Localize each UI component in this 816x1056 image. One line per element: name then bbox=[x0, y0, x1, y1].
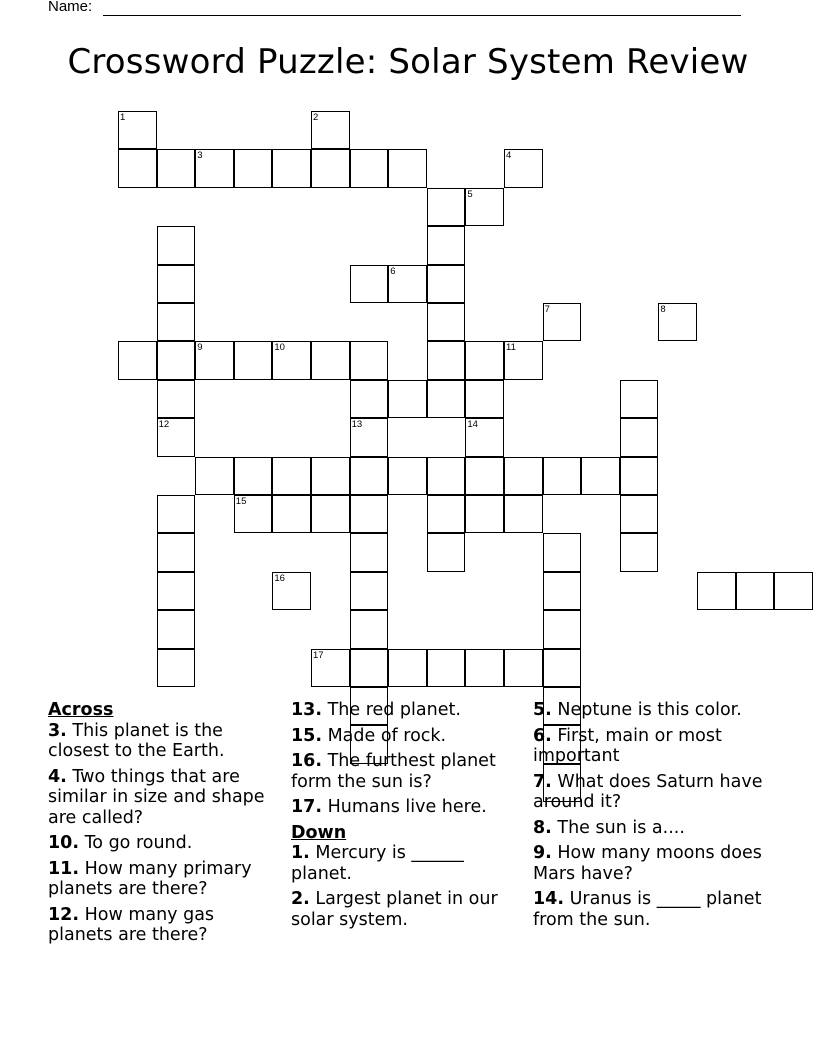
crossword-cell[interactable] bbox=[465, 418, 504, 456]
clue-number: 9 bbox=[197, 342, 203, 354]
crossword-cell[interactable] bbox=[427, 188, 466, 226]
clue-item-number: 3. bbox=[48, 720, 67, 741]
crossword-cell[interactable] bbox=[195, 457, 234, 495]
clue-item-number: 8. bbox=[533, 817, 552, 838]
clue-number: 16 bbox=[274, 572, 285, 584]
clue-item bbox=[291, 700, 527, 721]
crossword-cell[interactable] bbox=[427, 341, 466, 379]
clue-item bbox=[48, 721, 284, 762]
clue-item bbox=[48, 905, 284, 946]
clue-item-number: 7. bbox=[533, 771, 552, 792]
across-heading: Across bbox=[48, 700, 114, 720]
crossword-cell[interactable] bbox=[620, 380, 659, 418]
down-clue-list bbox=[533, 700, 769, 930]
clue-number: 3 bbox=[197, 150, 203, 162]
crossword-cell[interactable] bbox=[350, 495, 389, 533]
clue-number: 1 bbox=[120, 112, 126, 123]
clue-number: 15 bbox=[235, 496, 247, 507]
clue-item-text: The sun is a.... bbox=[551, 817, 685, 838]
crossword-cell[interactable] bbox=[157, 495, 196, 533]
crossword-cell[interactable] bbox=[350, 149, 389, 187]
crossword-cell[interactable] bbox=[427, 303, 466, 341]
crossword-cell[interactable] bbox=[620, 533, 659, 571]
clue-item bbox=[48, 767, 284, 829]
clue-item bbox=[533, 818, 769, 839]
crossword-cell[interactable] bbox=[350, 418, 389, 456]
clue-item-number: 4. bbox=[48, 766, 67, 787]
crossword-cell[interactable] bbox=[157, 265, 196, 303]
crossword-cell[interactable] bbox=[465, 495, 504, 533]
clue-item-number: 14. bbox=[533, 889, 565, 909]
clue-item-number: 5. bbox=[533, 700, 552, 720]
clue-item-text: Largest planet in our solar system. bbox=[291, 889, 498, 930]
clue-item-text: How many moons does Mars have? bbox=[533, 843, 762, 884]
crossword-cell[interactable] bbox=[157, 610, 196, 648]
clue-item-text: This planet is the closest to the Earth. bbox=[48, 720, 225, 761]
clue-number: 10 bbox=[274, 342, 285, 354]
crossword-cell[interactable] bbox=[350, 649, 389, 687]
crossword-cell[interactable] bbox=[157, 303, 196, 341]
crossword-cell[interactable] bbox=[272, 572, 311, 610]
clue-number: 7 bbox=[544, 304, 550, 315]
crossword-cell[interactable] bbox=[272, 341, 311, 379]
clue-item-text: Neptune is this color. bbox=[551, 700, 742, 720]
clue-number: 4 bbox=[506, 150, 512, 162]
crossword-cell[interactable] bbox=[350, 457, 389, 495]
crossword-cell[interactable] bbox=[388, 649, 427, 687]
crossword-cell[interactable] bbox=[465, 341, 504, 379]
crossword-cell[interactable] bbox=[157, 572, 196, 610]
crossword-cell[interactable] bbox=[311, 149, 350, 187]
crossword-cell[interactable] bbox=[427, 226, 466, 264]
across-clue-list bbox=[48, 721, 284, 946]
clue-item bbox=[533, 700, 769, 721]
clue-number: 2 bbox=[313, 112, 319, 123]
crossword-cell[interactable] bbox=[504, 341, 543, 379]
clue-number: 14 bbox=[467, 419, 478, 431]
crossword-cell[interactable] bbox=[543, 457, 582, 495]
clue-item bbox=[291, 751, 527, 792]
clue-item-text: What does Saturn have around it? bbox=[533, 771, 763, 812]
crossword-cell[interactable] bbox=[620, 457, 659, 495]
crossword-cell[interactable] bbox=[465, 188, 504, 226]
crossword-cell[interactable] bbox=[504, 495, 543, 533]
clue-item-text: Uranus is _____ planet from the sun. bbox=[533, 889, 762, 930]
crossword-cell[interactable] bbox=[427, 380, 466, 418]
clue-item bbox=[533, 843, 769, 884]
clue-item-text: How many primary planets are there? bbox=[48, 858, 252, 899]
crossword-cell[interactable] bbox=[388, 265, 427, 303]
clue-number: 11 bbox=[506, 342, 516, 354]
crossword-cell[interactable] bbox=[234, 341, 273, 379]
crossword-cell[interactable] bbox=[311, 495, 350, 533]
crossword-cell[interactable] bbox=[350, 265, 389, 303]
crossword-cell[interactable] bbox=[774, 572, 813, 610]
crossword-cell[interactable] bbox=[543, 610, 582, 648]
clues-column-1 bbox=[48, 700, 284, 951]
crossword-cell[interactable] bbox=[350, 572, 389, 610]
clue-number: 6 bbox=[390, 265, 396, 277]
clue-item bbox=[48, 859, 284, 900]
crossword-cell[interactable] bbox=[157, 533, 196, 571]
clue-item-number: 2. bbox=[291, 889, 310, 909]
clue-item bbox=[291, 889, 527, 930]
clue-item-number: 12. bbox=[48, 904, 80, 925]
crossword-cell[interactable] bbox=[427, 457, 466, 495]
crossword-cell[interactable] bbox=[465, 649, 504, 687]
clue-number: 12 bbox=[158, 419, 170, 431]
clue-item-text: To go round. bbox=[79, 833, 193, 853]
crossword-cell[interactable] bbox=[388, 457, 427, 495]
crossword-cell[interactable] bbox=[272, 457, 311, 495]
crossword-cell[interactable] bbox=[736, 572, 775, 610]
clue-number: 13 bbox=[351, 419, 363, 431]
clues-column-3 bbox=[533, 700, 769, 935]
crossword-cell[interactable] bbox=[234, 149, 273, 187]
crossword-cell[interactable] bbox=[272, 495, 311, 533]
clue-item-number: 17. bbox=[291, 797, 323, 817]
clue-item bbox=[291, 843, 527, 884]
crossword-cell[interactable] bbox=[427, 495, 466, 533]
crossword-cell[interactable] bbox=[658, 303, 697, 341]
clue-item bbox=[48, 833, 284, 854]
clue-item bbox=[533, 772, 769, 813]
crossword-cell[interactable] bbox=[157, 418, 196, 456]
clue-item-text: Made of rock. bbox=[322, 725, 447, 746]
crossword-cell[interactable] bbox=[118, 111, 157, 149]
crossword-cell[interactable] bbox=[118, 341, 157, 379]
crossword-cell[interactable] bbox=[543, 649, 582, 687]
crossword-cell[interactable] bbox=[504, 649, 543, 687]
crossword-cell[interactable] bbox=[195, 149, 234, 187]
crossword-cell[interactable] bbox=[157, 380, 196, 418]
clue-item-text: How many gas planets are there? bbox=[48, 904, 215, 945]
clue-item-text: The furthest planet form the sun is? bbox=[291, 751, 496, 792]
down-heading: Down bbox=[291, 822, 347, 843]
crossword-cell[interactable] bbox=[311, 111, 350, 149]
down-clue-list bbox=[291, 843, 527, 930]
crossword-cell[interactable] bbox=[697, 572, 736, 610]
crossword-cell[interactable] bbox=[350, 341, 389, 379]
clue-item-number: 6. bbox=[533, 725, 552, 746]
crossword-cell[interactable] bbox=[234, 457, 273, 495]
page-title: Crossword Puzzle: Solar System Review bbox=[67, 42, 749, 82]
clue-item-number: 1. bbox=[291, 843, 310, 863]
crossword-cell[interactable] bbox=[195, 341, 234, 379]
clue-item-number: 10. bbox=[48, 833, 80, 853]
crossword-cell[interactable] bbox=[543, 303, 582, 341]
clue-item-number: 11. bbox=[48, 858, 80, 879]
across-clue-list bbox=[291, 700, 527, 818]
clue-number: 8 bbox=[660, 304, 666, 315]
crossword-cell[interactable] bbox=[350, 533, 389, 571]
crossword-cell[interactable] bbox=[427, 649, 466, 687]
crossword-cell[interactable] bbox=[311, 649, 350, 687]
clue-number: 17 bbox=[313, 649, 324, 661]
crossword-cell[interactable] bbox=[311, 457, 350, 495]
clue-item bbox=[291, 797, 527, 818]
crossword-cell[interactable] bbox=[272, 149, 311, 187]
crossword-cell[interactable] bbox=[157, 649, 196, 687]
crossword-cell[interactable] bbox=[388, 149, 427, 187]
crossword-cell[interactable] bbox=[234, 495, 273, 533]
crossword-cell[interactable] bbox=[350, 380, 389, 418]
clue-item-text: The red planet. bbox=[322, 700, 461, 720]
crossword-cell[interactable] bbox=[157, 149, 196, 187]
crossword-cell[interactable] bbox=[350, 610, 389, 648]
crossword-cell[interactable] bbox=[311, 341, 350, 379]
crossword-cell[interactable] bbox=[543, 572, 582, 610]
clue-item bbox=[533, 726, 769, 767]
clue-item-text: Humans live here. bbox=[322, 797, 487, 817]
name-underline[interactable] bbox=[103, 15, 741, 16]
name-label: Name: bbox=[48, 0, 93, 15]
clue-item bbox=[291, 726, 527, 747]
clue-item-number: 15. bbox=[291, 725, 323, 746]
crossword-cell[interactable] bbox=[388, 380, 427, 418]
clue-item-text: Two things that are similar in size and shape are called? bbox=[48, 766, 265, 828]
crossword-cell[interactable] bbox=[581, 457, 620, 495]
clue-item-number: 13. bbox=[291, 700, 323, 720]
clue-item-text: Mercury is ______ planet. bbox=[291, 843, 464, 884]
crossword-cell[interactable] bbox=[118, 149, 157, 187]
clue-item-number: 16. bbox=[291, 751, 323, 771]
crossword-cell[interactable] bbox=[427, 533, 466, 571]
crossword-cell[interactable] bbox=[465, 380, 504, 418]
crossword-cell[interactable] bbox=[465, 457, 504, 495]
crossword-cell[interactable] bbox=[504, 149, 543, 187]
clue-item bbox=[533, 889, 769, 930]
clues-column-2 bbox=[291, 700, 527, 935]
clue-item-number: 9. bbox=[533, 843, 552, 863]
clue-item-text: First, main or most important bbox=[533, 725, 722, 766]
crossword-cell[interactable] bbox=[157, 341, 196, 379]
crossword-cell[interactable] bbox=[504, 457, 543, 495]
clue-number: 5 bbox=[467, 188, 473, 200]
crossword-cell[interactable] bbox=[620, 418, 659, 456]
crossword-cell[interactable] bbox=[543, 533, 582, 571]
crossword-cell[interactable] bbox=[620, 495, 659, 533]
crossword-cell[interactable] bbox=[157, 226, 196, 264]
crossword-cell[interactable] bbox=[427, 265, 466, 303]
